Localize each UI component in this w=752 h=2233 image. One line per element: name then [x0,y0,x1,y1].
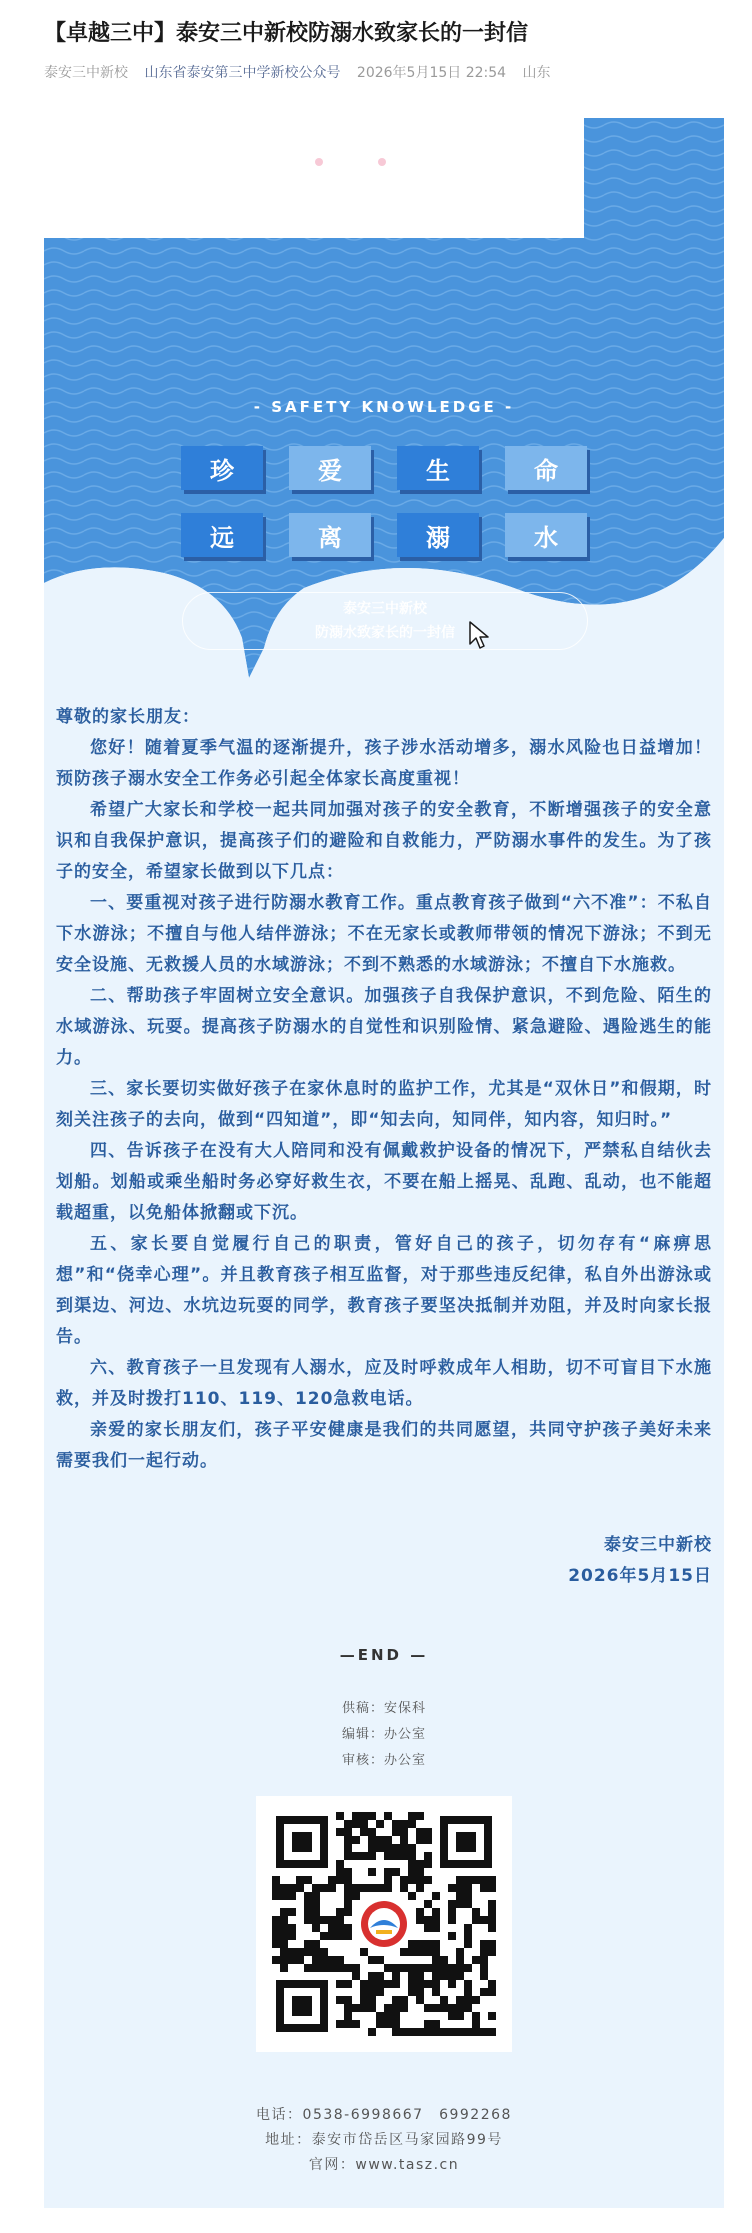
cursor-icon [468,620,490,650]
slogan-tile: 离 [289,513,371,557]
credit-editor: 编辑：办公室 [341,1727,426,1742]
contact-info [44,2103,724,2178]
safety-knowledge-label: - SAFETY KNOWLEDGE - [253,398,515,416]
article-meta [44,62,724,82]
qr-code[interactable] [256,1796,512,2052]
slogan-tile: 珍 [181,446,263,490]
credit-reviewer: 审核：办公室 [341,1753,426,1768]
letter-signature [568,1530,712,1592]
meta-author: 泰安三中新校 [44,65,128,81]
slogan-tile: 命 [505,446,587,490]
letter-paragraph: 亲爱的家长朋友们，孩子平安健康是我们的共同愿望，共同守护孩子美好未来需要我们一起行动。 [56,1420,712,1471]
letter-paragraph: 四、告诉孩子在没有大人陪同和没有佩戴救护设备的情况下，严禁私自结伙去划船。划船或乘坐船时务必穿好救生衣，不要在船上摇晃、乱跑、乱动，也不能超载超重，以免船体掀翻或下沉。 [56,1141,712,1223]
letter-paragraph: 您好！随着夏季气温的逐渐提升，孩子涉水活动增多，溺水风险也日益增加！预防孩子溺水安全工作务必引起全体家长高度重视！ [56,738,712,789]
safety-banner [44,118,724,678]
signature-school: 泰安三中新校 [604,1535,712,1555]
qr-code-icon [272,1812,496,2036]
meta-location: 山东 [522,65,551,81]
contact-address: 地址：泰安市岱岳区马家园路99号 [265,2132,503,2148]
end-marker: —END — [339,1646,429,1664]
pill-subtitle: 防溺水致家长的一封信 [315,625,455,641]
letter-paragraph: 二、帮助孩子牢固树立安全意识。加强孩子自我保护意识，不到危险、陌生的水域游泳、玩耍。提高孩子防溺水的自觉性和识别险情、紧急避险、遇险逃生的能力。 [56,986,712,1068]
slogan-tile: 生 [397,446,479,490]
credits [44,1696,724,1774]
signature-date: 2026年5月15日 [568,1566,712,1586]
school-logo-icon [357,1897,411,1951]
letter-paragraph: 希望广大家长和学校一起共同加强对孩子的安全教育，不断增强孩子的安全意识和自我保护意识，提高孩子们的避险和自救能力，严防溺水事件的发生。为了孩子的安全，希望家长做到以下几点： [56,800,712,882]
meta-account-link[interactable]: 山东省泰安第三中学新校公众号 [144,65,341,81]
letter-greeting: 尊敬的家长朋友： [56,707,200,727]
article-title: 【卓越三中】泰安三中新校防溺水致家长的一封信 [44,21,529,46]
slogan-row-2 [44,513,724,557]
slogan-tile: 爱 [289,446,371,490]
letter-body [56,702,712,1477]
letter-paragraph: 一、要重视对孩子进行防溺水教育工作。重点教育孩子做到“六不准”：不私自下水游泳；不擅自与他人结伴游泳；不在无家长或教师带领的情况下游泳；不到无安全设施、无救援人员的水域游泳；不到不熟悉的水域游泳；不擅自下水施救。 [56,893,712,975]
letter-paragraph: 三、家长要切实做好孩子在家休息时的监护工作，尤其是“双休日”和假期，时刻关注孩子的去向，做到“四知道”，即“知去向，知同伴，知内容，知归时。” [56,1079,712,1130]
slogan-row-1 [44,446,724,490]
meta-time: 2026年5月15日 22:54 [356,65,507,81]
letter-paragraph: 五、家长要自觉履行自己的职责，管好自己的孩子，切勿存有“麻痹思想”和“侥幸心理”。并且教育孩子相互监督，对于那些违反纪律，私自外出游泳或到渠边、河边、水坑边玩耍的同学，教育孩子要坚决抵制并劝阻，并及时向家长报告。 [56,1234,712,1347]
slogan-tile: 溺 [397,513,479,557]
slogan-tile: 远 [181,513,263,557]
slogan-tile: 水 [505,513,587,557]
letter-paragraph: 六、教育孩子一旦发现有人溺水，应及时呼救成年人相助，切不可盲目下水施救，并及时拨打110、119、120急救电话。 [56,1358,712,1409]
contact-website[interactable]: 官网：www.tasz.cn [308,2157,460,2173]
contact-phone: 电话：0538-6998667 6992268 [256,2107,512,2123]
letter-title-pill[interactable] [182,592,588,650]
pill-school: 泰安三中新校 [343,601,427,617]
credit-contributor: 供稿：安保科 [341,1701,426,1716]
